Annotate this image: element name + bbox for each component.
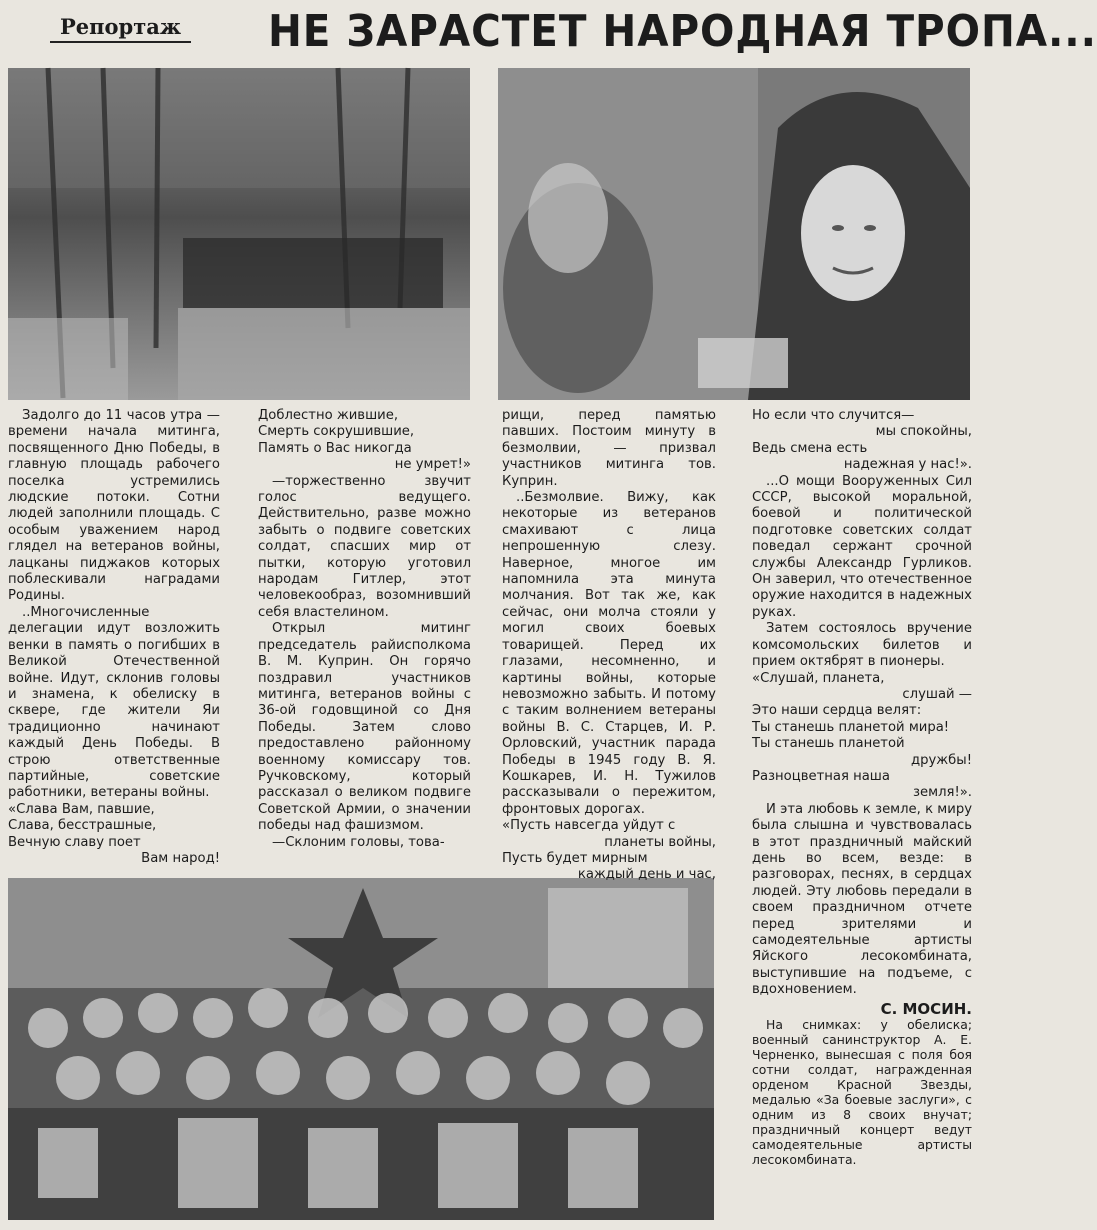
article-column-1 (8, 408, 220, 867)
verse-line: надежная у нас!». (843, 457, 972, 473)
article-paragraph: ...О мощи Вооруженных Сил СССР, высокой моральной, боевой и политической подготовке советских солдат поведал сержант срочной службы Александр Гурликов. Он заверил, что отечественное оружие находится в надежных руках. (752, 473, 972, 620)
verse-line: Слава, бесстрашные, (8, 818, 157, 834)
verse-line: Это наши сердца велят: (752, 703, 922, 719)
verse-line: Память о Вас никогда (258, 440, 412, 456)
rubric-label: Репортаж (50, 14, 191, 43)
verse-line: Вечную славу поет (8, 834, 141, 850)
verse-line: земля!». (913, 785, 972, 801)
article-paragraph: Затем состоялось вручение комсомольских билетов и прием октябрят в пионеры. (752, 621, 972, 670)
verse-line: Вам народ! (141, 850, 220, 866)
article-paragraph: Открыл митинг председатель райисполкома В. М. Куприн. Он горячо поздравил участников митинга, ветеранов войны с 36-ой годовщиной со Дня Победы. Затем слово предоставлено районному военному комиссару тов. Ручковскому, который рассказал о великом подвиге Советской Армии, о значении победы над фашизмом. (258, 621, 471, 834)
article-paragraph: ..Многочисленные делегации идут возложить венки в память о погибших в Великой Отечественной войне. Идут, склонив головы и знамена, к обелиску в сквере, где жители Яи традиционно начинают каждый День Победы. В строю ответственные партийные, советские работники, ветераны войны. (8, 604, 220, 801)
article-paragraph: —Склоним головы, това- (272, 834, 445, 850)
photo-obelisk (8, 68, 470, 400)
verse-line: Пусть будет мирным (502, 850, 648, 866)
verse-line: дружбы! (910, 752, 972, 768)
photo-caption: На снимках: у обелиска; военный санинструктор А. Е. Черненко, вынесшая с поля боя сотни солдат, награжденная орденом Красной Звезды, медалью «За боевые заслуги», с одним из 8 своих внучат; праздничный концерт ведут самодеятельные артисты лесокомбината. (752, 1017, 972, 1168)
verse-line: планеты войны, (604, 834, 716, 850)
article-paragraph: Задолго до 11 часов утра —времени начала митинга, посвященного Дню Победы, в главную площадь рабочего поселка устремились людские потоки. Сотни людей заполнили площадь. С особым уважением народ глядел на ветеранов войны, лацканы пиджаков которых поблескивали наградами Родины. (8, 408, 220, 604)
author-signature: С. МОСИН. (880, 999, 972, 1018)
article-paragraph: И эта любовь к земле, к миру была слышна и чувствовалась в этот праздничный майский день во всем, везде: в разговорах, песнях, в сердцах людей. Эту любовь передали в своем праздничном отчете перед зрителями и самодеятельные артисты Яйского лесокомбината, выступившие на подъеме, с вдохновением. (752, 801, 972, 998)
verse-line: Но если что случится— (752, 408, 915, 423)
verse-line: Смерть сокрушившие, (258, 424, 415, 440)
verse-line: Ты станешь планетой (752, 736, 905, 752)
verse-line: не умрет!» (394, 457, 471, 473)
verse-line: «Слушай, планета, (752, 670, 885, 686)
verse-line: мы спокойны, (875, 424, 972, 440)
article-paragraph: —торжественно звучит голос ведущего. Действительно, разве можно забыть о подвиге советских солдат, спасших мир от пытки, которую уготовил народам Гитлер, этот человекообраз, возомнивший себя властелином. (258, 473, 471, 620)
verse-line: слушай — (902, 686, 972, 702)
verse-line: Доблестно жившие, (258, 408, 399, 423)
article-paragraph: рищи, перед памятью павших. Постоим минуту в безмолвии, — призвал участников митинга тов. Куприн. (502, 408, 716, 489)
photo-veteran-woman (498, 68, 970, 400)
article-paragraph: ..Безмолвие. Вижу, как некоторые из ветеранов смахивают с лица непрошенную слезу. Наверное, многое им напомнила эта минута молчания. Вот так же, как сейчас, они молча стояли у могил своих боевых товарищей. Перед их глазами, несомненно, и картины войны, которые невозможно забыть. И потому с таким волнением ветераны войны В. С. Старцев, И. Р. Орловский, участник парада Победы в 1945 году В. Я. Кошкарев, И. Н. Тужилов рассказывали о пережитом, фронтовых дорогах. (502, 490, 716, 817)
verse-line: каждый день и час, (577, 867, 716, 883)
verse-line: «Слава Вам, павшие, (8, 801, 155, 817)
article-column-4 (752, 408, 972, 1167)
article-column-2 (258, 408, 471, 851)
verse-line: Ведь смена есть (752, 440, 868, 456)
photo-concert (8, 878, 714, 1220)
verse-line: «Пусть навсегда уйдут с (502, 818, 676, 834)
article-column-3 (502, 408, 716, 884)
headline: НЕ ЗАРАСТЕТ НАРОДНАЯ ТРОПА... (268, 6, 1097, 57)
verse-line: Ты станешь планетой мира! (752, 719, 950, 735)
verse-line: Разноцветная наша (752, 768, 890, 784)
